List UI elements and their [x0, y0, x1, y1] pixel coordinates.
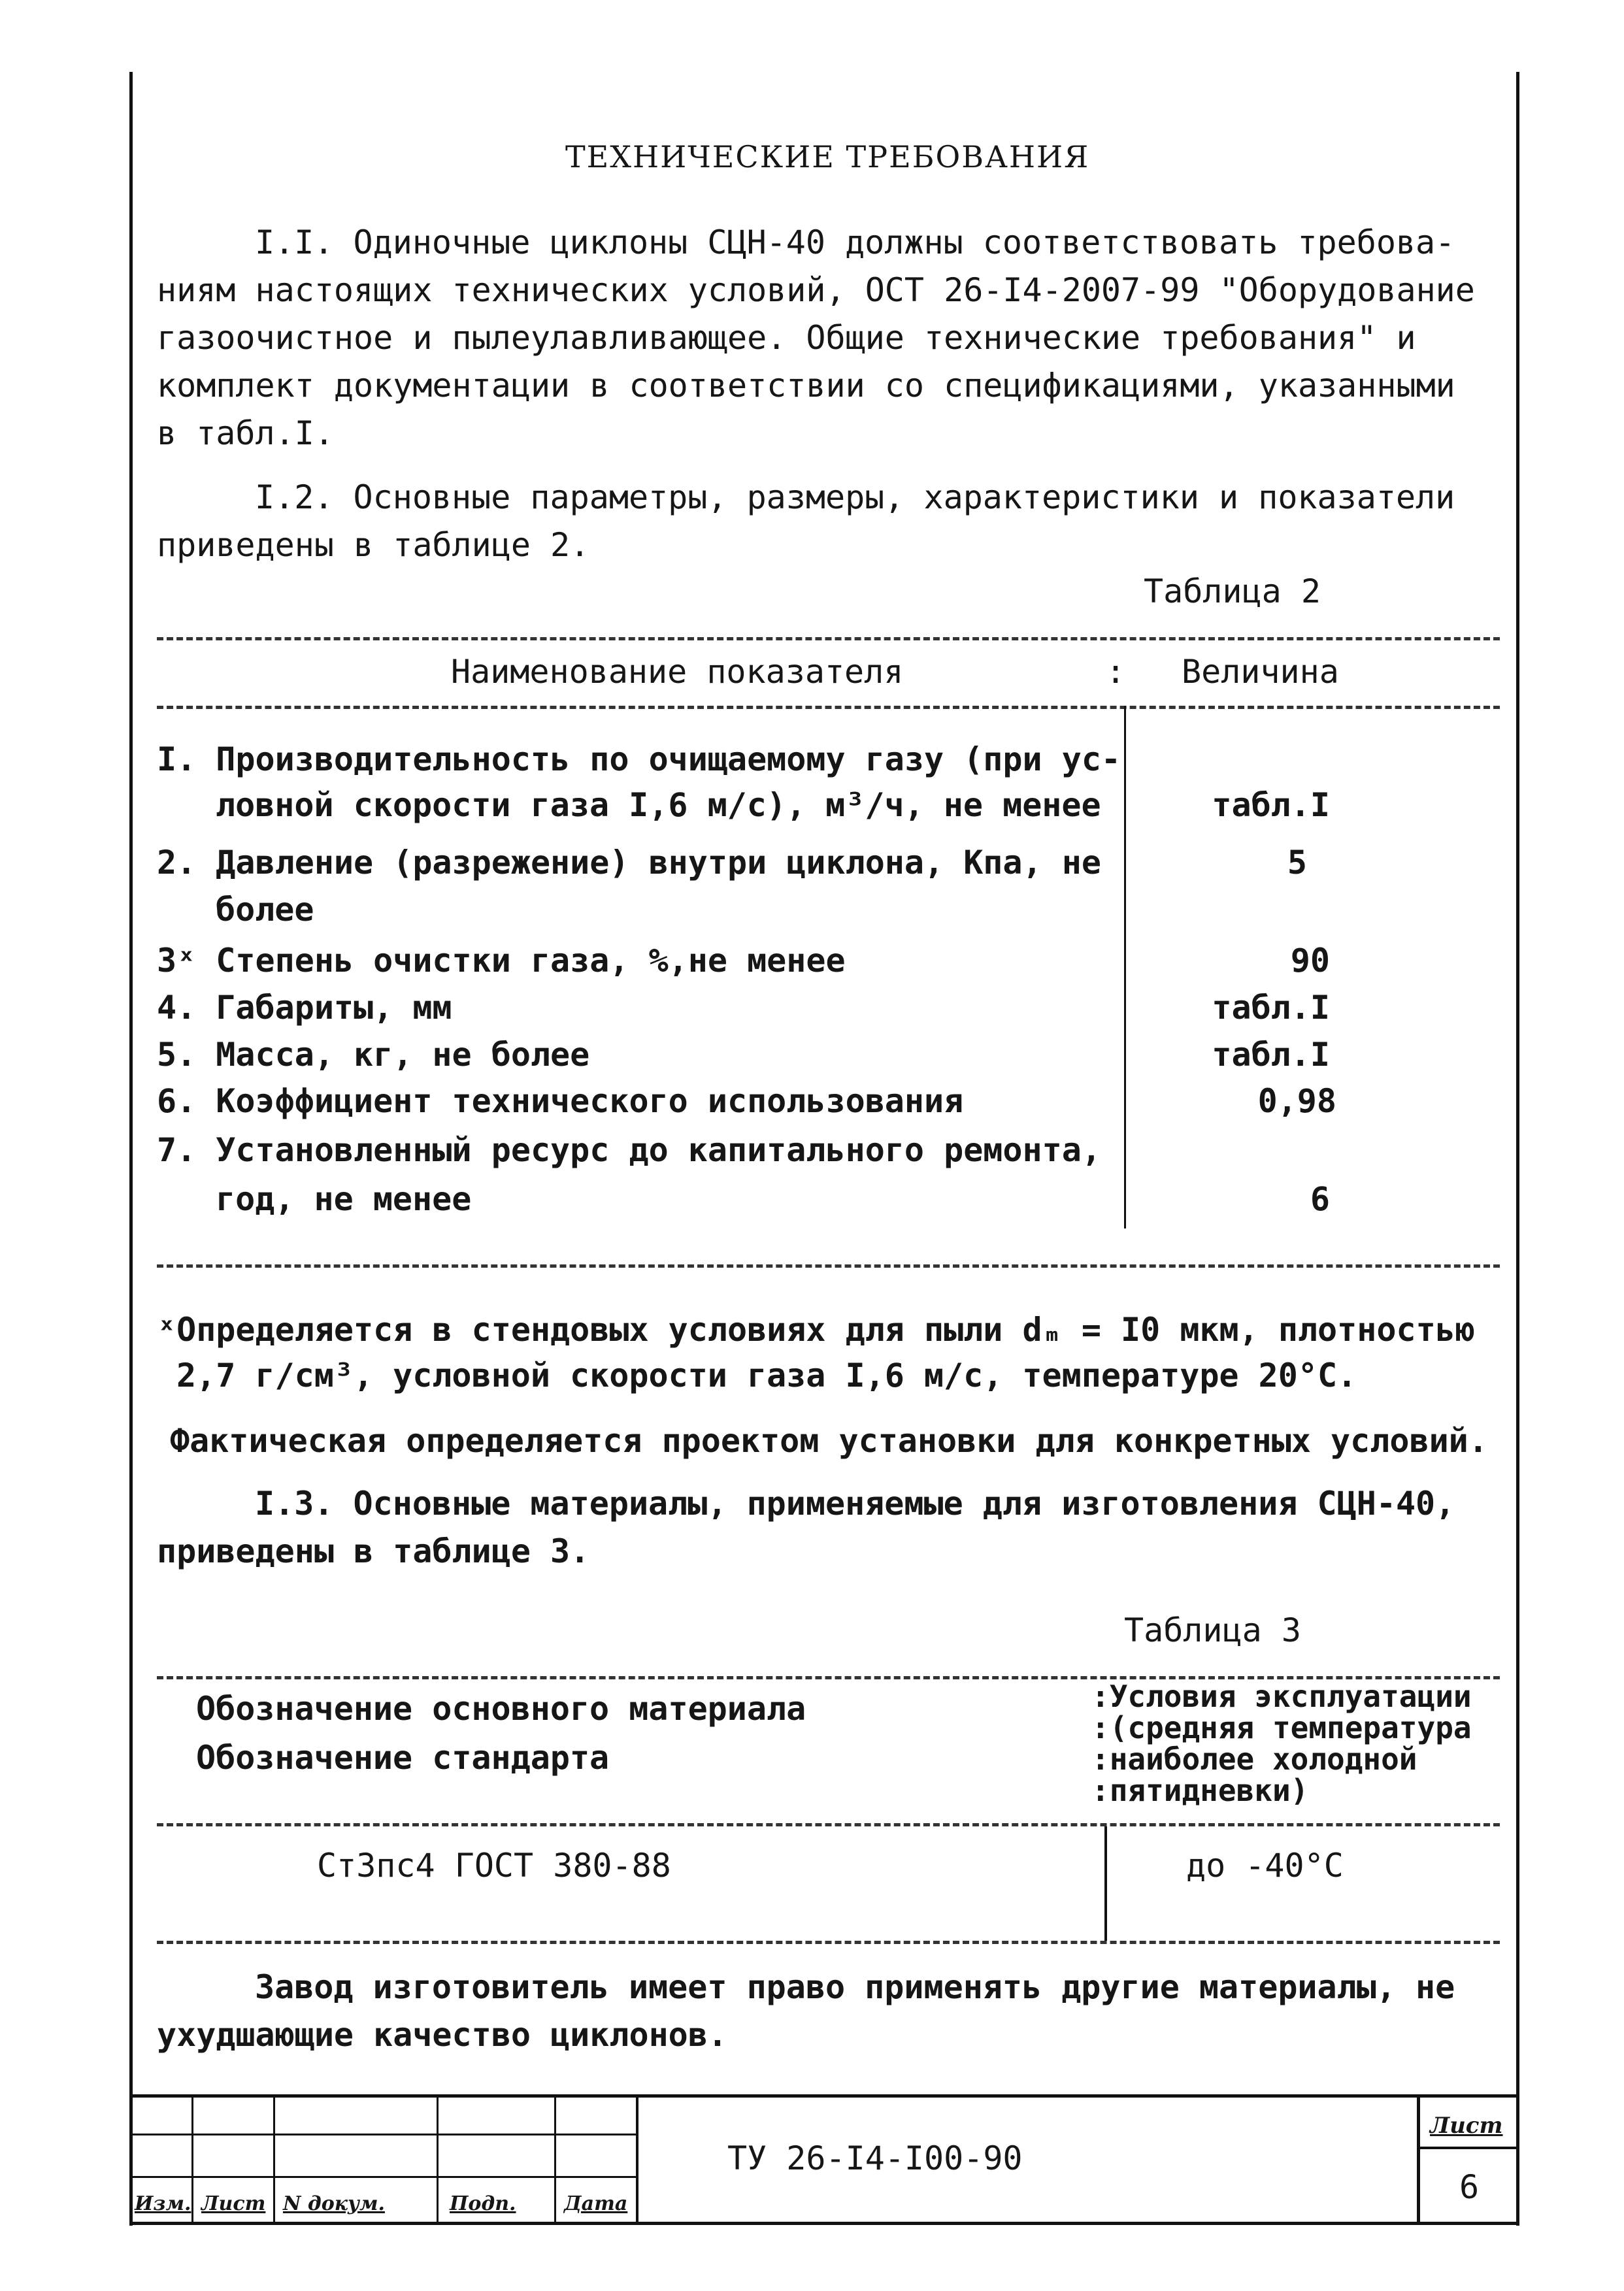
- title-block-col-rule: [636, 2094, 638, 2225]
- paragraph-1-1: [157, 219, 1475, 457]
- table2-row-6-value: 0,98: [1257, 1082, 1336, 1120]
- table2-row-1-line-1: I. Производительность по очищаемому газу (при ус-: [157, 740, 1121, 778]
- table3-head-right-2: :(средняя температура: [1091, 1710, 1472, 1745]
- closing-paragraph-line: Завод изготовитель имеет право применять другие материалы, не: [255, 1968, 1455, 2006]
- document-code: ТУ 26-I4-I00-90: [727, 2139, 1023, 2177]
- frame-left-border: [129, 72, 133, 2226]
- title-block-bottom-rule: [129, 2222, 1519, 2225]
- paragraph-1-1-line: комплект документации в соответствии со спецификациями, указанными: [157, 367, 1455, 404]
- actual-note: Фактическая определяется проектом установки для конкретных условий.: [170, 1422, 1488, 1460]
- table2-column-divider: [1124, 706, 1126, 1228]
- table2-row-1-line-2: ловной скорости газа I,6 м/с), м³/ч, не менее: [216, 786, 1101, 824]
- paragraph-1-1-line: в табл.I.: [157, 414, 334, 452]
- table3-condition: до -40°С: [1186, 1847, 1344, 1885]
- stamp-col-date: Дата: [564, 2192, 628, 2215]
- page-title: ТЕХНИЧЕСКИЕ ТРЕБОВАНИЯ: [565, 139, 1090, 174]
- table3-head-right-3: :наиболее холодной: [1091, 1741, 1417, 1777]
- table2-row-1-value: табл.I: [1212, 786, 1330, 824]
- title-block-col-rule: [191, 2094, 193, 2225]
- table2-row-2-value: 5: [1287, 844, 1307, 882]
- table2-header-separator: :: [1106, 653, 1126, 691]
- table3-bottom-rule: [157, 1941, 1500, 1944]
- stamp-col-signature: Подп.: [450, 2192, 516, 2215]
- table2-row-3-line-1: 3ˣ Степень очистки газа, %,не менее: [157, 942, 846, 980]
- sheet-box-rule: [1417, 2147, 1519, 2149]
- paragraph-1-2-line: I.2. Основные параметры, размеры, характеристики и показатели: [255, 478, 1455, 516]
- table3-head-right-1: :Условия эксплуатации: [1091, 1679, 1472, 1714]
- table2-header-name: Наименование показателя: [451, 653, 904, 691]
- sheet-box-left-rule: [1417, 2094, 1420, 2225]
- stamp-col-sheet: Лист: [201, 2192, 266, 2215]
- table3-material: Ст3пс4 ГОСТ 380-88: [317, 1847, 671, 1885]
- frame-right-border: [1516, 72, 1519, 2226]
- paragraph-1-1-line: ниям настоящих технических условий, ОСТ 26-I4-2007-99 "Оборудование: [157, 271, 1475, 309]
- closing-paragraph-line: ухудшающие качество циклонов.: [157, 2016, 727, 2054]
- table2-caption: Таблица 2: [1144, 572, 1321, 610]
- title-block-col-rule: [273, 2094, 275, 2225]
- footnote-line-1: ˣОпределяется в стендовых условиях для пыли dₘ = I0 мкм, плотностью: [157, 1311, 1475, 1349]
- table2-row-6-line-1: 6. Коэффициент технического использования: [157, 1082, 964, 1120]
- paragraph-1-3-line: приведены в таблице 3.: [157, 1532, 590, 1570]
- closing-paragraph: [157, 1964, 1455, 2059]
- table3-caption: Таблица 3: [1124, 1611, 1301, 1649]
- title-block-row-rule: [129, 2134, 636, 2135]
- table2-header-rule: [157, 706, 1500, 709]
- table2-row-2-line-1: 2. Давление (разрежение) внутри циклона, Кпа, не: [157, 844, 1101, 882]
- stamp-col-change: Изм.: [135, 2192, 191, 2215]
- table2-row-4-value: табл.I: [1212, 989, 1330, 1027]
- title-block: [129, 2094, 1519, 2225]
- table2-row-7-value: 6: [1310, 1180, 1330, 1218]
- table2-row-7-line-2: год, не менее: [216, 1180, 472, 1218]
- table2-bottom-rule: [157, 1264, 1500, 1268]
- paragraph-1-2: [157, 474, 1455, 569]
- table3-column-divider: [1104, 1826, 1107, 1941]
- title-block-col-rule: [554, 2094, 556, 2225]
- sheet-label: Лист: [1430, 2113, 1503, 2139]
- table2-row-5-value: табл.I: [1212, 1036, 1330, 1074]
- title-block-top-rule: [129, 2094, 1519, 2098]
- footnote-line-2: 2,7 г/см³, условной скорости газа I,6 м/с, температуре 20°С.: [176, 1357, 1357, 1394]
- table2-row-4-line-1: 4. Габариты, мм: [157, 989, 452, 1027]
- sheet-number: 6: [1459, 2168, 1480, 2206]
- table2-header-value: Величина: [1182, 653, 1339, 691]
- table3-head-right-4: :пятидневки): [1091, 1773, 1309, 1808]
- paragraph-1-3-line: I.3. Основные материалы, применяемые для изготовления СЦН-40,: [255, 1485, 1455, 1523]
- table2-row-2-line-2: более: [216, 891, 314, 929]
- table2-row-7-line-1: 7. Установленный ресурс до капитального ремонта,: [157, 1131, 1101, 1169]
- title-block-col-rule: [437, 2094, 439, 2225]
- paragraph-1-2-line: приведены в таблице 2.: [157, 526, 590, 564]
- paragraph-1-3: [157, 1480, 1455, 1575]
- stamp-col-document: N докум.: [283, 2192, 385, 2215]
- paragraph-1-1-line: газоочистное и пылеулавливающее. Общие технические требования" и: [157, 319, 1416, 357]
- table3-head-left-2: Обозначение стандарта: [196, 1739, 610, 1777]
- table2-row-5-line-1: 5. Масса, кг, не более: [157, 1036, 590, 1074]
- table3-head-left-1: Обозначение основного материала: [196, 1690, 806, 1728]
- table3-header-rule: [157, 1823, 1500, 1826]
- title-block-row-rule: [129, 2176, 636, 2178]
- table2-row-3-value: 90: [1290, 942, 1330, 980]
- table2-top-rule: [157, 637, 1500, 640]
- paragraph-1-1-line: I.I. Одиночные циклоны СЦН-40 должны соответствовать требова-: [255, 223, 1455, 261]
